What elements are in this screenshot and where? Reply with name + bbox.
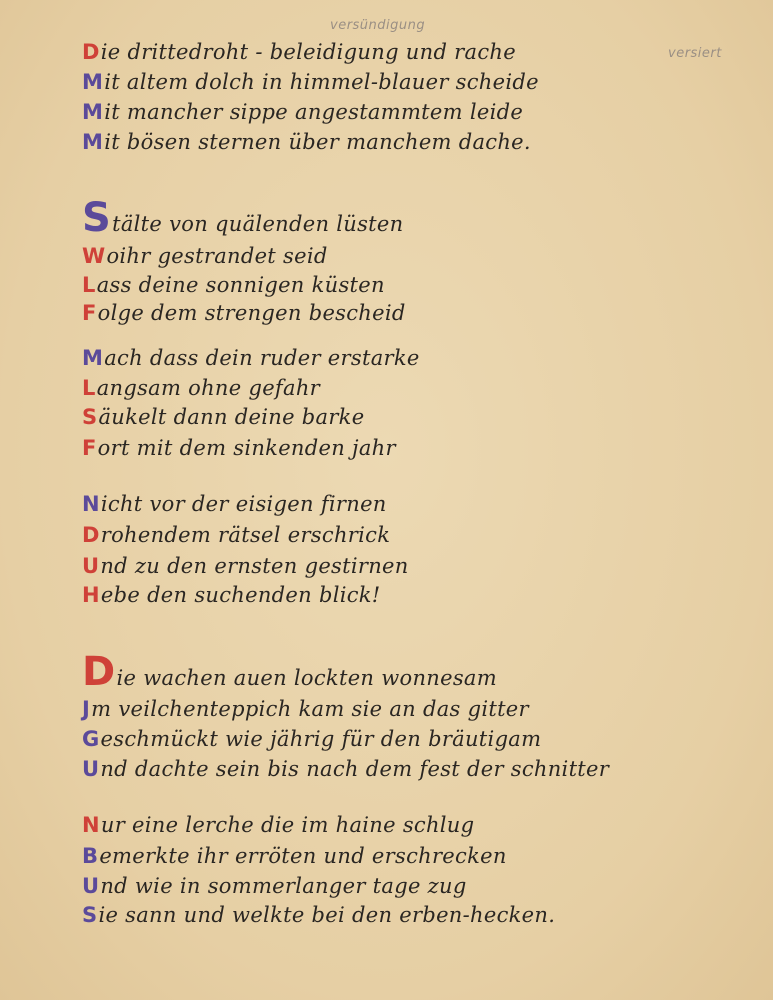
poem-line bbox=[82, 40, 516, 64]
line-text: oihr gestrandet seid bbox=[106, 244, 328, 268]
poem-line bbox=[82, 874, 467, 898]
line-text: ur eine lerche die im haine schlug bbox=[100, 813, 475, 837]
initial-letter: U bbox=[82, 757, 100, 781]
line-text: ass deine sonnigen küsten bbox=[96, 273, 385, 297]
poem-line bbox=[82, 727, 541, 751]
initial-letter: U bbox=[82, 554, 100, 578]
line-text: ie drittedroht - beleidigung und rache bbox=[100, 40, 516, 64]
initial-letter: H bbox=[82, 583, 100, 607]
initial-letter: D bbox=[82, 40, 100, 64]
poem-line bbox=[82, 583, 381, 607]
line-text: ie sann und welkte bei den erben-hecken. bbox=[98, 903, 556, 927]
line-text: it bösen sternen über manchem dache. bbox=[104, 130, 531, 154]
initial-letter: J bbox=[82, 697, 91, 721]
poem-line bbox=[82, 301, 406, 325]
line-text: äukelt dann deine barke bbox=[98, 405, 365, 429]
line-text: olge dem strengen bescheid bbox=[97, 301, 406, 325]
poem-line bbox=[82, 405, 364, 429]
line-text: ie wachen auen lockten wonnesam bbox=[116, 666, 497, 690]
line-text: ort mit dem sinkenden jahr bbox=[97, 436, 396, 460]
poem-line bbox=[82, 273, 385, 297]
initial-letter: L bbox=[82, 273, 96, 297]
initial-letter: D bbox=[82, 523, 100, 547]
line-text: it altem dolch in himmel-blauer scheide bbox=[104, 70, 539, 94]
initial-letter: S bbox=[82, 405, 98, 429]
initial-letter: F bbox=[82, 301, 97, 325]
poem-line bbox=[82, 346, 420, 370]
line-text: angsam ohne gefahr bbox=[96, 376, 320, 400]
poem-line bbox=[82, 244, 328, 268]
initial-letter: M bbox=[82, 100, 104, 124]
initial-letter: N bbox=[82, 813, 100, 837]
initial-letter: F bbox=[82, 436, 97, 460]
line-text: it mancher sippe angestammtem leide bbox=[104, 100, 524, 124]
initial-letter: B bbox=[82, 844, 99, 868]
poem-line bbox=[82, 903, 555, 927]
poem-line bbox=[82, 70, 539, 94]
annotation-margin: versiert bbox=[668, 46, 722, 61]
poem-line bbox=[82, 130, 531, 154]
line-text: emerkte ihr erröten und erschrecken bbox=[99, 844, 507, 868]
poem-line bbox=[82, 844, 507, 868]
annotation-top: versündigung bbox=[330, 18, 426, 33]
initial-letter: N bbox=[82, 492, 100, 516]
poem-line bbox=[82, 492, 387, 516]
line-text: ach dass dein ruder erstarke bbox=[104, 346, 420, 370]
poem-line bbox=[82, 100, 523, 124]
line-text: m veilchenteppich kam sie an das gitter bbox=[91, 697, 529, 721]
initial-letter: W bbox=[82, 244, 106, 268]
initial-letter: U bbox=[82, 874, 100, 898]
initial-letter: G bbox=[82, 727, 100, 751]
poem-line bbox=[82, 523, 390, 547]
poem-line bbox=[82, 376, 320, 400]
line-text: rohendem rätsel erschrick bbox=[100, 523, 391, 547]
line-text: nd wie in sommerlanger tage zug bbox=[100, 874, 467, 898]
line-text: nd zu den ernsten gestirnen bbox=[100, 554, 409, 578]
initial-letter: M bbox=[82, 70, 104, 94]
poem-line bbox=[82, 195, 404, 241]
line-text: tälte von quälenden lüsten bbox=[112, 212, 404, 236]
initial-letter: M bbox=[82, 130, 104, 154]
initial-letter: S bbox=[82, 195, 112, 241]
initial-letter: L bbox=[82, 376, 96, 400]
poem-line bbox=[82, 757, 609, 781]
line-text: nd dachte sein bis nach dem fest der schnitter bbox=[100, 757, 610, 781]
initial-letter: S bbox=[82, 903, 98, 927]
line-text: eschmückt wie jährig für den bräutigam bbox=[100, 727, 542, 751]
initial-letter: D bbox=[82, 649, 116, 695]
line-text: icht vor der eisigen firnen bbox=[100, 492, 387, 516]
poem-line bbox=[82, 554, 409, 578]
line-text: ebe den suchenden blick! bbox=[100, 583, 381, 607]
poem-line bbox=[82, 649, 497, 695]
poem-line bbox=[82, 697, 529, 721]
poem-line bbox=[82, 436, 396, 460]
poem-line bbox=[82, 813, 474, 837]
initial-letter: M bbox=[82, 346, 104, 370]
